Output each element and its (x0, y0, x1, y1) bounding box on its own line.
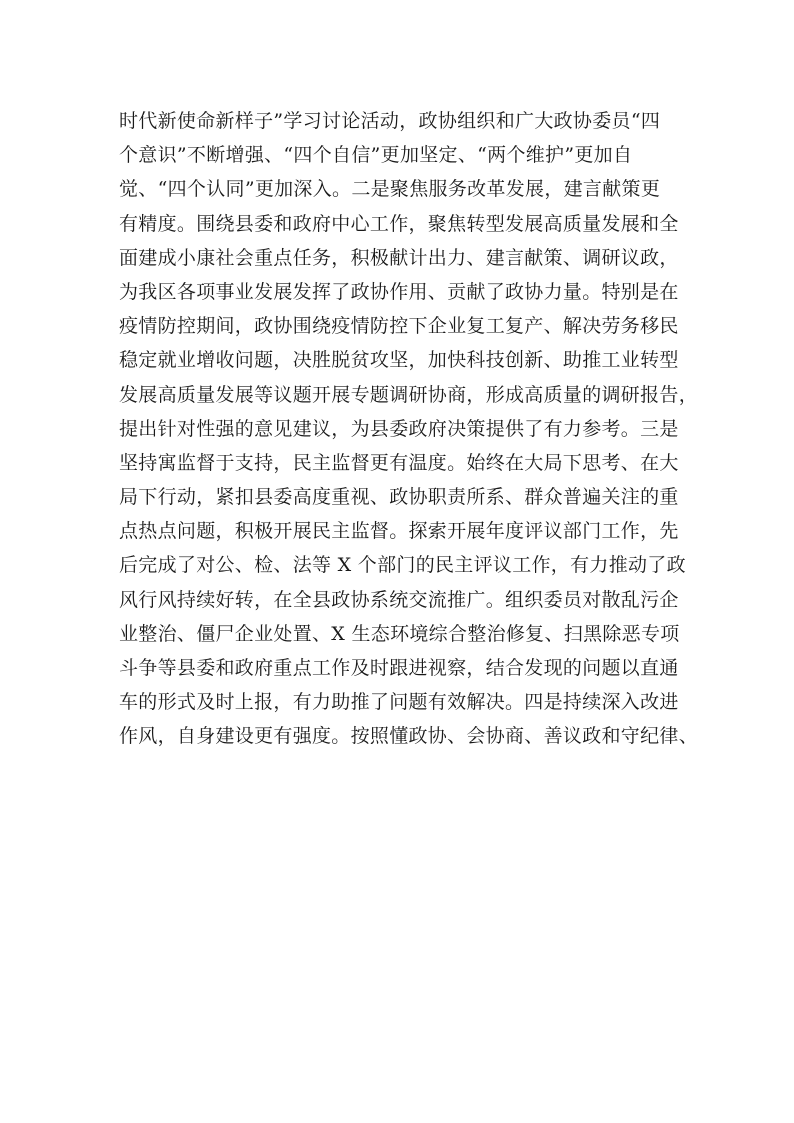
text-line: 面建成小康社会重点任务，积极献计出力、建言献策、调研议政， (119, 246, 679, 269)
text-line: 觉、“四个认同”更加深入。二是聚焦服务改革发展，建言献策更 (119, 178, 661, 201)
text-line: 局下行动，紧扣县委高度重视、政协职责所系、群众普遍关注的重 (119, 486, 679, 509)
text-line: 斗争等县委和政府重点工作及时跟进视察，结合发现的问题以直通 (119, 657, 679, 679)
text-line: 车的形式及时上报，有力助推了问题有效解决。四是持续深入改进 (119, 691, 679, 714)
text-line: 后完成了对公、检、法等 X 个部门的民主评议工作，有力推动了政 (119, 554, 686, 577)
text-line: 业整治、僵尸企业处置、X 生态环境综合整治修复、扫黑除恶专项 (119, 622, 680, 645)
text-line: 稳定就业增收问题，决胜脱贫攻坚，加快科技创新、助推工业转型 (119, 349, 679, 372)
text-line: 提出针对性强的意见建议，为县委政府决策提供了有力参考。三是 (119, 417, 679, 440)
text-line: 时代新使命新样子”学习讨论活动，政协组织和广大政协委员“四 (119, 110, 661, 132)
text-line: 点热点问题，积极开展民主监督。探索开展年度评议部门工作，先 (119, 520, 679, 543)
text-line: 疫情防控期间，政协围绕疫情防控下企业复工复产、解决劳务移民 (119, 315, 679, 338)
text-line: 为我区各项事业发展发挥了政协作用、贡献了政协力量。特别是在 (119, 280, 679, 303)
text-line: 风行风持续好转，在全县政协系统交流推广。组织委员对散乱污企 (119, 588, 679, 611)
text-line: 作风，自身建设更有强度。按照懂政协、会协商、善议政和守纪律、 (119, 725, 699, 748)
text-line: 坚持寓监督于支持，民主监督更有温度。始终在大局下思考、在大 (119, 451, 679, 474)
text-line: 发展高质量发展等议题开展专题调研协商，形成高质量的调研报告， (119, 383, 699, 406)
text-line: 有精度。围绕县委和政府中心工作，聚焦转型发展高质量发展和全 (119, 212, 679, 235)
text-line: 个意识”不断增强、“四个自信”更加坚定、“两个维护”更加自 (119, 144, 633, 167)
body-paragraph (119, 104, 719, 754)
